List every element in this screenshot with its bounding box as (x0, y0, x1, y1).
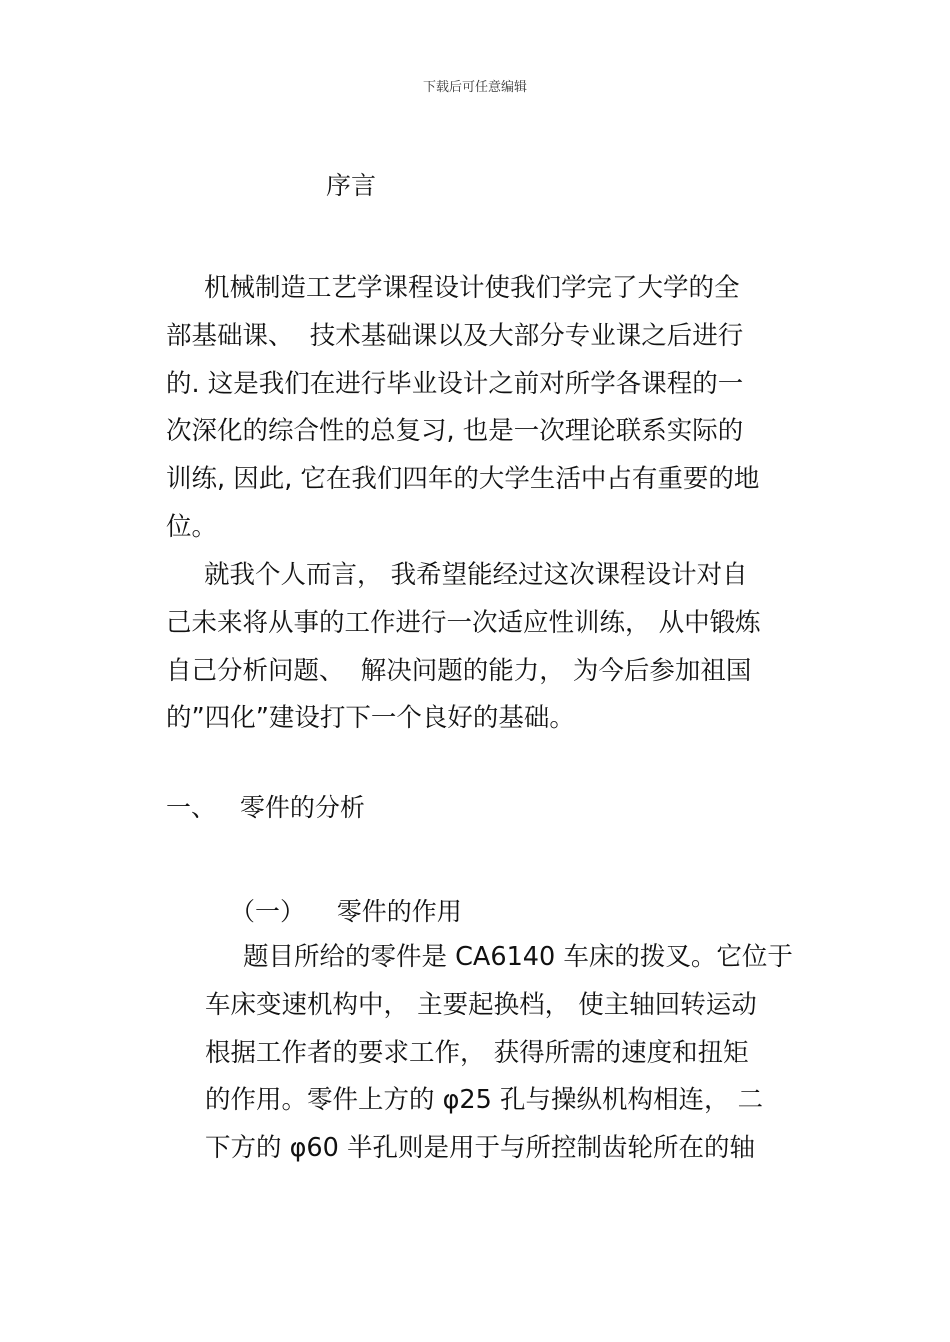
paragraph-line: 部基础课、 技术基础课以及大部分专业课之后进行 (166, 320, 744, 351)
subsection-heading: （一） 零件的作用 (230, 897, 462, 926)
paragraph-line: 次深化的综合性的总复习, 也是一次理论联系实际的 (166, 416, 744, 447)
paragraph-line: 车床变速机构中， 主要起换档， 使主轴回转运动 (205, 989, 757, 1020)
paragraph-line: 己未来将从事的工作进行一次适应性训练， 从中锻炼 (166, 607, 761, 638)
part-function-paragraph (205, 934, 793, 1173)
paragraph-line: 位。 (166, 511, 218, 542)
paragraph-line: 下方的 φ60 半孔则是用于与所控制齿轮所在的轴 (205, 1133, 755, 1164)
paragraph-line: 自己分析问题、 解决问题的能力， 为今后参加祖国 (166, 655, 752, 686)
section-heading: 一、 零件的分析 (166, 793, 365, 822)
paragraph-line: 题目所给的零件是 CA6140 车床的拨叉。它位于 (243, 942, 793, 972)
paragraph-line: 的”四化”建设打下一个良好的基础。 (166, 703, 575, 734)
intro-paragraph (166, 265, 786, 552)
page-title: 序言 (326, 171, 377, 200)
paragraph-line: 的. 这是我们在进行毕业设计之前对所学各课程的一 (166, 368, 744, 399)
paragraph-line: 的作用。零件上方的 φ25 孔与操纵机构相连， 二 (205, 1085, 764, 1116)
header-note: 下载后可任意编辑 (422, 80, 527, 95)
paragraph-line: 机械制造工艺学课程设计使我们学完了大学的全 (204, 273, 740, 303)
paragraph-line: 根据工作者的要求工作， 获得所需的速度和扭矩 (205, 1037, 749, 1068)
paragraph-line: 就我个人而言， 我希望能经过这次课程设计对自 (204, 560, 748, 590)
personal-paragraph (166, 552, 786, 743)
paragraph-line: 训练, 因此, 它在我们四年的大学生活中占有重要的地 (166, 464, 760, 495)
